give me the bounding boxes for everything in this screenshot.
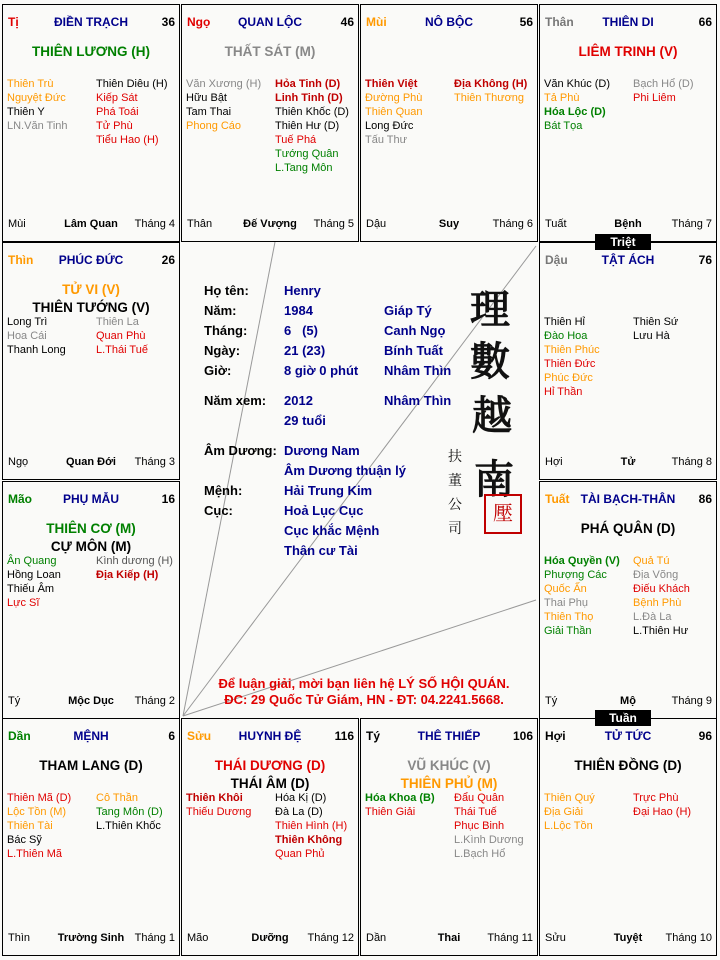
footer-branch: Tuất bbox=[545, 218, 567, 230]
main-stars bbox=[3, 520, 179, 556]
minor-stars bbox=[7, 554, 177, 610]
minor-star: Thái Tuế bbox=[454, 806, 497, 818]
minor-star: Thiên Giải bbox=[365, 806, 416, 818]
palace-footer bbox=[3, 695, 179, 708]
main-star: TỬ VI (V) bbox=[62, 282, 120, 297]
minor-star: L.Đà La bbox=[633, 611, 672, 623]
minor-star: Quả Tú bbox=[633, 555, 670, 567]
minor-star: Thiên Quý bbox=[544, 792, 595, 804]
minor-star: Thiên La bbox=[96, 316, 139, 328]
palace-footer bbox=[3, 456, 179, 469]
calligraphy-char: 南 bbox=[474, 456, 514, 503]
main-star: LIÊM TRINH (V) bbox=[578, 44, 678, 59]
minor-star: Tang Môn (D) bbox=[96, 806, 163, 818]
minor-star bbox=[365, 847, 454, 861]
minor-star: Tam Thai bbox=[186, 106, 232, 118]
palace-name: NÔ BỘC bbox=[425, 15, 473, 29]
palace-name: PHỤ MẪU bbox=[63, 492, 119, 506]
year-value: 1984 bbox=[284, 303, 313, 318]
footer-branch: Dậu bbox=[366, 218, 387, 230]
age-value: 29 tuổi bbox=[284, 413, 326, 428]
minor-star: Quan Phủ bbox=[275, 848, 325, 860]
minor-star: Bệnh Phù bbox=[633, 597, 682, 609]
palace-branch: Dần bbox=[8, 729, 31, 743]
footer-month: Tháng 4 bbox=[134, 218, 175, 230]
minor-stars bbox=[7, 315, 177, 357]
footer-stage: Lâm Quan bbox=[64, 218, 118, 230]
footer-branch: Hợi bbox=[545, 456, 563, 468]
palace-branch: Tị bbox=[8, 15, 19, 29]
minor-star bbox=[186, 147, 275, 161]
minor-star: Thiên Diêu (H) bbox=[96, 78, 168, 90]
calligraphy-char: 數 bbox=[470, 338, 510, 385]
minor-star: Linh Tinh (D) bbox=[275, 92, 343, 104]
palace-header bbox=[3, 15, 179, 29]
palace-branch: Hợi bbox=[545, 729, 566, 743]
palace-thin[interactable] bbox=[2, 242, 180, 480]
minor-star: Long Trì bbox=[7, 316, 48, 328]
palace-branch: Dậu bbox=[545, 253, 568, 267]
palace-branch: Tý bbox=[366, 729, 381, 743]
minor-star: Hoa Cái bbox=[7, 330, 47, 342]
minor-stars bbox=[7, 791, 177, 861]
minor-star bbox=[186, 847, 275, 861]
footer-stage: Trường Sinh bbox=[57, 932, 125, 944]
minor-star: Thiếu Dương bbox=[186, 806, 252, 818]
minor-star: Phượng Các bbox=[544, 569, 607, 581]
main-stars bbox=[540, 520, 716, 538]
palace-footer bbox=[361, 218, 537, 231]
minor-stars bbox=[544, 315, 714, 399]
view-year-label: Năm xem: bbox=[204, 393, 267, 408]
minor-stars bbox=[544, 791, 714, 833]
palace-age: 116 bbox=[334, 729, 354, 743]
minor-stars bbox=[186, 77, 356, 175]
minor-star: Đà La (D) bbox=[275, 806, 323, 818]
main-star: THIÊN CƠ (M) bbox=[46, 521, 136, 536]
hour-can: Nhâm Thìn bbox=[384, 363, 452, 378]
minor-star: Lưu Hà bbox=[633, 330, 670, 342]
minor-star: Tướng Quân bbox=[275, 148, 339, 160]
calligraphy-char: 理 bbox=[470, 286, 510, 333]
palace-name: TỬ TỨC bbox=[604, 729, 652, 743]
minor-star: Điếu Khách bbox=[633, 583, 690, 595]
minor-star: Quan Phù bbox=[96, 330, 146, 342]
palace-hoi[interactable] bbox=[539, 718, 717, 956]
minor-star bbox=[186, 133, 275, 147]
minor-star: Bác Sỹ bbox=[7, 834, 42, 846]
minor-star: L.Thiên Mã bbox=[7, 848, 63, 860]
red-seal: 壓 bbox=[484, 494, 522, 534]
footer-month: Tháng 11 bbox=[487, 932, 533, 944]
center-info-panel bbox=[178, 238, 540, 720]
footer-month: Tháng 2 bbox=[134, 695, 175, 707]
palace-header bbox=[361, 729, 537, 743]
day-label: Ngày: bbox=[204, 343, 241, 358]
palace-name: QUAN LỘC bbox=[238, 15, 302, 29]
footer-branch: Ngọ bbox=[8, 456, 29, 468]
minor-star: Phi Liêm bbox=[633, 92, 676, 104]
minor-stars bbox=[7, 77, 177, 147]
palace-age: 96 bbox=[698, 729, 712, 743]
minor-star bbox=[186, 833, 275, 847]
minor-star: Kiếp Sát bbox=[96, 92, 138, 104]
minor-star: Thiên Hỉ bbox=[544, 316, 585, 328]
palace-name: THÊ THIẾP bbox=[417, 729, 481, 743]
minor-star bbox=[454, 105, 539, 119]
palace-footer bbox=[3, 932, 179, 945]
footer-stage: Mộ bbox=[620, 695, 636, 707]
footer-month: Tháng 5 bbox=[313, 218, 354, 230]
minor-star: Địa Không (H) bbox=[454, 78, 528, 90]
footer-stage: Suy bbox=[438, 218, 460, 230]
minor-star: Thanh Long bbox=[7, 344, 66, 356]
minor-star: Hóa Kị (D) bbox=[275, 792, 327, 804]
palace-branch: Mão bbox=[8, 492, 32, 506]
palace-footer bbox=[540, 695, 716, 708]
minor-star: Thiên Trù bbox=[7, 78, 54, 90]
minor-star: LN.Văn Tinh bbox=[7, 120, 68, 132]
palace-age: 56 bbox=[519, 15, 533, 29]
main-star: THIÊN PHỦ (M) bbox=[400, 776, 498, 791]
minor-star: Phong Cáo bbox=[186, 120, 242, 132]
palace-footer bbox=[540, 456, 716, 469]
minor-star: L.Thiên Khốc bbox=[96, 820, 161, 832]
footer-branch: Thìn bbox=[8, 932, 31, 944]
palace-header bbox=[540, 15, 716, 29]
minor-star: Đẩu Quân bbox=[454, 792, 505, 804]
view-year-value: 2012 bbox=[284, 393, 313, 408]
main-star: VŨ KHÚC (V) bbox=[407, 758, 491, 773]
palace-header bbox=[540, 253, 716, 267]
tuan-tag: Tuần bbox=[595, 710, 651, 726]
footer-stage: Tuyệt bbox=[613, 932, 643, 944]
year-can: Giáp Tý bbox=[384, 303, 432, 318]
minor-star: Hỉ Thần bbox=[544, 386, 583, 398]
palace-branch: Sửu bbox=[187, 729, 212, 743]
minor-star: Hỏa Tinh (D) bbox=[275, 78, 341, 90]
palace-footer bbox=[182, 218, 358, 231]
minor-star: Lực Sĩ bbox=[7, 597, 40, 609]
minor-star: Tiểu Hao (H) bbox=[96, 134, 159, 146]
footer-month: Tháng 10 bbox=[665, 932, 712, 944]
minor-star bbox=[633, 371, 718, 385]
minor-star bbox=[7, 133, 96, 147]
palace-ngo[interactable] bbox=[181, 4, 359, 242]
amduong-value: Dương Nam bbox=[284, 443, 360, 458]
minor-star: Giải Thần bbox=[544, 625, 592, 637]
palace-tuat[interactable] bbox=[539, 481, 717, 719]
footer-stage: Bệnh bbox=[614, 218, 642, 230]
month-label: Tháng: bbox=[204, 323, 248, 338]
footer-branch: Sửu bbox=[545, 932, 566, 944]
minor-star: Thiên Thương bbox=[454, 92, 525, 104]
calligraphy-small: 司 bbox=[448, 521, 462, 537]
main-stars bbox=[540, 757, 716, 775]
minor-star: Thiên Không bbox=[275, 834, 343, 846]
footer-branch: Thân bbox=[187, 218, 213, 230]
minor-star: Thiên Sứ bbox=[633, 316, 679, 328]
minor-star bbox=[454, 119, 539, 133]
palace-footer bbox=[361, 932, 537, 945]
minor-star: Phúc Đức bbox=[544, 372, 593, 384]
palace-dau[interactable] bbox=[539, 242, 717, 480]
palace-header bbox=[182, 729, 358, 743]
minor-star: Văn Khúc (D) bbox=[544, 78, 611, 90]
palace-ti[interactable] bbox=[2, 4, 180, 242]
palace-header bbox=[3, 253, 179, 267]
main-stars bbox=[182, 757, 358, 793]
amduong-label: Âm Dương: bbox=[204, 443, 277, 458]
minor-star: Lộc Tồn (M) bbox=[7, 806, 67, 818]
main-star: THIÊN LƯƠNG (H) bbox=[32, 44, 150, 59]
palace-header bbox=[3, 729, 179, 743]
minor-star: Thiên Quan bbox=[365, 106, 423, 118]
palace-age: 106 bbox=[512, 729, 533, 743]
minor-star: Bát Tọa bbox=[544, 120, 583, 132]
palace-header bbox=[540, 492, 716, 506]
palace-footer bbox=[540, 932, 716, 945]
minor-stars bbox=[365, 791, 535, 861]
footer-month: Tháng 8 bbox=[671, 456, 712, 468]
minor-star: Quốc Ấn bbox=[544, 583, 587, 595]
minor-star: Thai Phụ bbox=[544, 597, 589, 609]
name-value: Henry bbox=[284, 283, 321, 298]
palace-age: 46 bbox=[340, 15, 354, 29]
footer-month: Tháng 12 bbox=[307, 932, 354, 944]
palace-header bbox=[361, 15, 537, 29]
day-can: Bính Tuất bbox=[384, 343, 443, 358]
minor-star: Thiếu Âm bbox=[7, 583, 55, 595]
minor-star: Trực Phù bbox=[633, 792, 679, 804]
footer-branch: Tý bbox=[8, 695, 21, 707]
palace-name: HUYNH ĐỆ bbox=[238, 729, 302, 743]
palace-age: 76 bbox=[698, 253, 712, 267]
minor-star: Thiên Y bbox=[7, 106, 45, 118]
palace-than[interactable] bbox=[539, 4, 717, 242]
main-star: THÁI DƯƠNG (D) bbox=[214, 758, 326, 773]
footer-month: Tháng 3 bbox=[134, 456, 175, 468]
month-value: 6 (5) bbox=[284, 323, 318, 338]
minor-stars bbox=[365, 77, 535, 147]
minor-star: L.Tang Môn bbox=[275, 162, 333, 174]
minor-stars bbox=[186, 791, 356, 861]
palace-suu[interactable] bbox=[181, 718, 359, 956]
minor-star bbox=[365, 819, 454, 833]
minor-star: Phục Binh bbox=[454, 820, 505, 832]
palace-branch: Ngọ bbox=[187, 15, 211, 29]
calligraphy-small: 扶 bbox=[448, 449, 462, 465]
footer-month: Tháng 6 bbox=[492, 218, 533, 230]
palace-age: 16 bbox=[161, 492, 175, 506]
cuc-value: Hoả Lục Cục bbox=[284, 503, 364, 518]
minor-star: Đại Hao (H) bbox=[633, 806, 692, 818]
palace-age: 86 bbox=[698, 492, 712, 506]
footer-month: Tháng 9 bbox=[671, 695, 712, 707]
minor-star: Hồng Loan bbox=[7, 569, 61, 581]
palace-name: TẬT ÁCH bbox=[601, 253, 655, 267]
minor-star bbox=[365, 833, 454, 847]
amduong-value-2: Âm Dương thuận lý bbox=[284, 463, 406, 478]
minor-star: Thiên Việt bbox=[365, 78, 418, 90]
minor-star bbox=[186, 819, 275, 833]
minor-star: Hóa Quyền (V) bbox=[544, 555, 620, 567]
minor-star: Văn Xương (H) bbox=[186, 78, 262, 90]
palace-ty[interactable] bbox=[360, 718, 538, 956]
palace-header bbox=[540, 729, 716, 743]
palace-footer bbox=[540, 218, 716, 231]
minor-star bbox=[96, 582, 181, 596]
hour-value: 8 giờ 0 phút bbox=[284, 363, 359, 378]
contact-line-1: Để luận giải, mời bạn liên hệ LÝ SỐ HỘI QUÁN. bbox=[218, 676, 510, 691]
minor-star: L.Kình Dương bbox=[454, 834, 524, 846]
contact-line-2: ĐC: 29 Quốc Tử Giám, HN - ĐT: 04.2241.5668. bbox=[224, 692, 504, 707]
palace-dan[interactable] bbox=[2, 718, 180, 956]
minor-star: Thiên Thọ bbox=[544, 611, 594, 623]
minor-star: L.Bạch Hổ bbox=[454, 848, 506, 860]
cuc-value-2: Cục khắc Mệnh bbox=[284, 523, 380, 538]
main-star: THIÊN ĐỒNG (D) bbox=[574, 758, 682, 773]
name-label: Họ tên: bbox=[204, 283, 249, 298]
main-star: THẤT SÁT (M) bbox=[224, 44, 316, 59]
main-stars bbox=[3, 281, 179, 317]
minor-star: Tả Phù bbox=[544, 92, 580, 104]
minor-star: Thiên Mã (D) bbox=[7, 792, 72, 804]
minor-star: Đường Phù bbox=[365, 92, 423, 104]
triet-tag: Triệt bbox=[595, 234, 651, 250]
minor-star: Nguyệt Đức bbox=[7, 92, 66, 104]
palace-name: THIÊN DI bbox=[602, 15, 654, 29]
palace-age: 26 bbox=[161, 253, 175, 267]
calligraphy-logo bbox=[426, 278, 526, 548]
palace-name: ĐIỀN TRẠCH bbox=[54, 15, 128, 29]
minor-stars bbox=[544, 554, 714, 638]
minor-star: Phá Toái bbox=[96, 106, 139, 118]
palace-name: TÀI BẠCH-THÂN bbox=[580, 492, 676, 506]
footer-branch: Tý bbox=[545, 695, 558, 707]
calligraphy-small: 董 bbox=[448, 473, 462, 489]
minor-star: Thiên Đức bbox=[544, 358, 596, 370]
minor-star: Thiên Hình (H) bbox=[275, 820, 348, 832]
minor-star: Tuế Phá bbox=[275, 134, 317, 146]
minor-star bbox=[96, 833, 181, 847]
minor-stars bbox=[544, 77, 714, 133]
minor-star: Đào Hoa bbox=[544, 330, 588, 342]
footer-stage: Đế Vượng bbox=[243, 218, 297, 230]
view-year-can: Nhâm Thìn bbox=[384, 393, 452, 408]
minor-star bbox=[186, 161, 275, 175]
minor-star: Hóa Khoa (B) bbox=[365, 792, 435, 804]
palace-header bbox=[182, 15, 358, 29]
footer-stage: Tử bbox=[620, 456, 636, 468]
month-can: Canh Ngọ bbox=[384, 323, 446, 338]
minor-star: Hữu Bật bbox=[186, 92, 227, 104]
palace-footer bbox=[182, 932, 358, 945]
calligraphy-small: 公 bbox=[448, 497, 462, 513]
calligraphy-char: 越 bbox=[472, 392, 512, 439]
palace-branch: Thìn bbox=[8, 253, 34, 267]
minor-star: Thiên Khốc (D) bbox=[275, 106, 349, 118]
footer-branch: Mão bbox=[187, 932, 209, 944]
palace-header bbox=[3, 492, 179, 506]
menh-label: Mệnh: bbox=[204, 483, 243, 498]
minor-star: Thiên Khôi bbox=[186, 792, 243, 804]
footer-branch: Mùi bbox=[8, 218, 26, 230]
palace-mao[interactable] bbox=[2, 481, 180, 719]
main-stars bbox=[3, 43, 179, 61]
main-star: THÁI ÂM (D) bbox=[230, 776, 310, 791]
palace-age: 36 bbox=[161, 15, 175, 29]
day-value: 21 (23) bbox=[284, 343, 326, 358]
minor-star: Địa Kiếp (H) bbox=[96, 569, 159, 581]
palace-name: MỆNH bbox=[73, 729, 109, 743]
minor-star: Ân Quang bbox=[7, 555, 57, 567]
main-stars bbox=[182, 43, 358, 61]
main-star: THAM LANG (D) bbox=[39, 758, 143, 773]
minor-star: Thiên Phúc bbox=[544, 344, 600, 356]
minor-star: L.Lộc Tồn bbox=[544, 820, 593, 832]
main-star: PHÁ QUÂN (D) bbox=[580, 521, 676, 536]
palace-age: 66 bbox=[698, 15, 712, 29]
palace-age: 6 bbox=[168, 729, 175, 743]
footer-branch: Dần bbox=[366, 932, 387, 944]
footer-stage: Dưỡng bbox=[251, 932, 289, 944]
minor-star: Cô Thần bbox=[96, 792, 138, 804]
minor-star bbox=[633, 105, 718, 119]
minor-star: Tấu Thư bbox=[365, 134, 408, 146]
minor-star: Thiên Tài bbox=[7, 820, 53, 832]
footer-stage: Quan Đới bbox=[66, 456, 116, 468]
palace-footer bbox=[3, 218, 179, 231]
palace-branch: Tuất bbox=[545, 492, 570, 506]
main-stars bbox=[3, 757, 179, 775]
minor-star bbox=[633, 357, 718, 371]
minor-star: Bạch Hổ (D) bbox=[633, 78, 694, 90]
main-star: THIÊN TƯỚNG (V) bbox=[32, 300, 150, 315]
minor-star: L.Thiên Hư bbox=[633, 625, 689, 637]
minor-star: Tử Phù bbox=[96, 120, 133, 132]
menh-value: Hải Trung Kim bbox=[284, 483, 373, 498]
minor-star bbox=[633, 343, 718, 357]
main-stars bbox=[361, 757, 537, 793]
footer-stage: Mộc Dục bbox=[68, 695, 114, 707]
minor-star: Long Đức bbox=[365, 120, 414, 132]
minor-star: Hóa Lộc (D) bbox=[544, 106, 606, 118]
palace-branch: Mùi bbox=[366, 15, 387, 29]
footer-month: Tháng 1 bbox=[134, 932, 175, 944]
minor-star: Kình dương (H) bbox=[96, 555, 173, 567]
minor-star: Thiên Hư (D) bbox=[275, 120, 340, 132]
minor-star: L.Thái Tuế bbox=[96, 344, 148, 356]
main-star: CỰ MÔN (M) bbox=[50, 539, 132, 554]
palace-mui[interactable] bbox=[360, 4, 538, 242]
footer-month: Tháng 7 bbox=[671, 218, 712, 230]
minor-star: Địa Giải bbox=[544, 806, 584, 818]
footer-stage: Thai bbox=[437, 932, 461, 944]
year-label: Năm: bbox=[204, 303, 237, 318]
cuc-label: Cục: bbox=[204, 503, 233, 518]
hour-label: Giờ: bbox=[204, 363, 232, 378]
cuc-value-3: Thân cư Tài bbox=[284, 543, 358, 558]
minor-star: Địa Võng bbox=[633, 569, 679, 581]
palace-name: PHÚC ĐỨC bbox=[58, 253, 124, 267]
main-stars bbox=[540, 43, 716, 61]
palace-branch: Thân bbox=[545, 15, 574, 29]
